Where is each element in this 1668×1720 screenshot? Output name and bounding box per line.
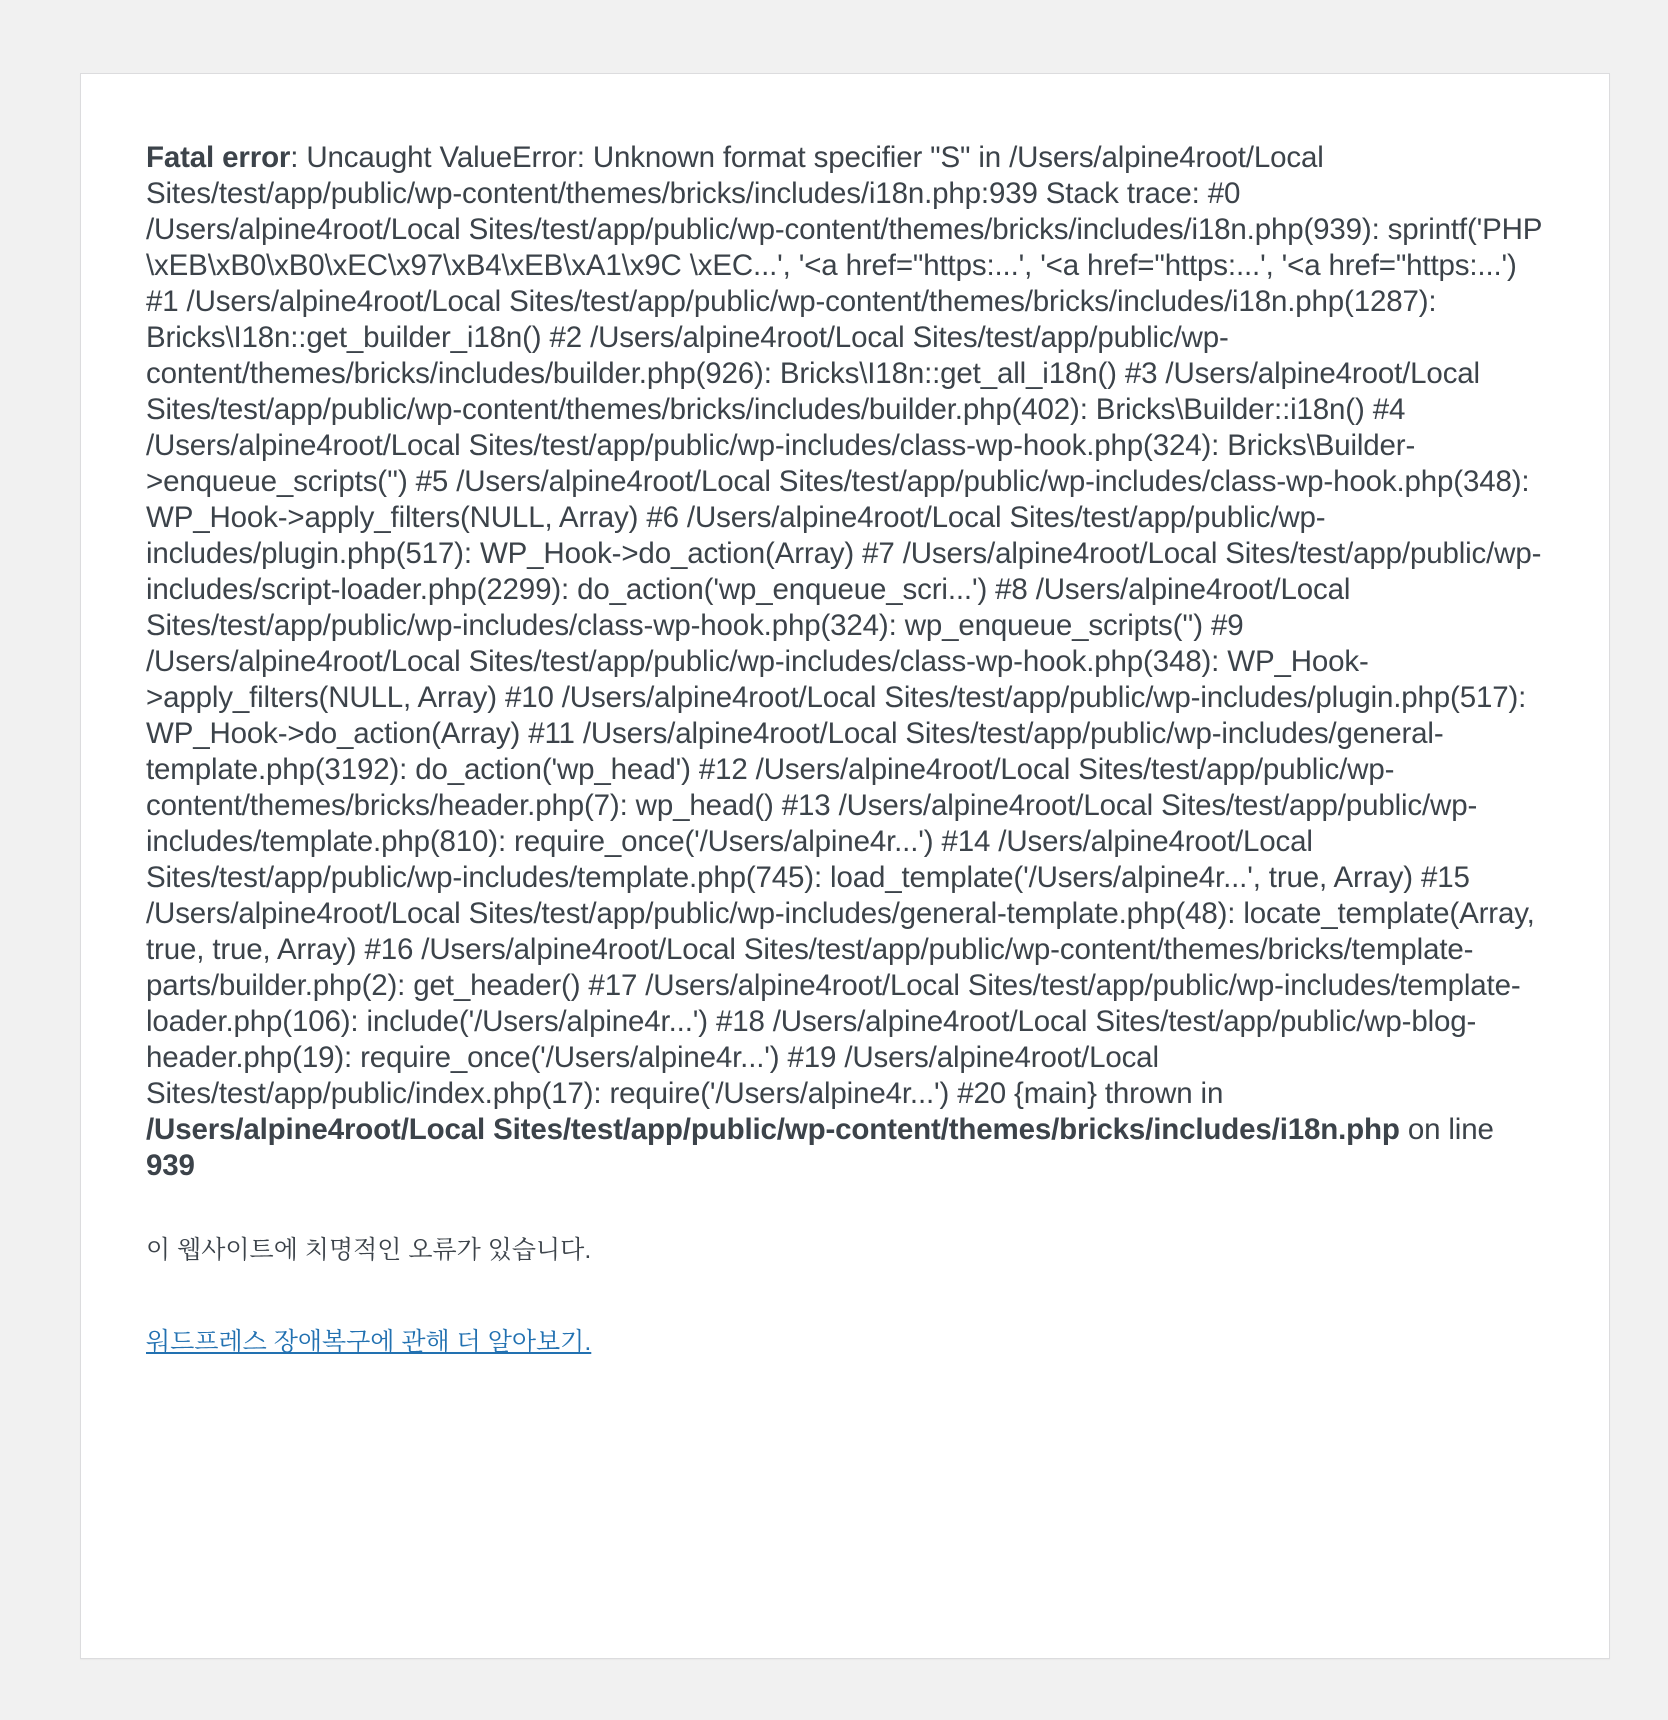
wp-die-message (80, 73, 1610, 1659)
debugging-help-link[interactable]: 워드프레스 장애복구에 관해 더 알아보기. (146, 1328, 592, 1356)
stack-trace-text: Uncaught ValueError: Unknown format specifier "S" in /Users/alpine4root/Local Sites/test/app/public/wp-content/themes/bricks/includes/i18n.php:939 Stack trace: #0 /Users/alpine4root/Local Sites/test/app/public/wp-content/themes/bricks/includes/i18n.php(939): sprintf('PHP \xEB\xB0\xB0\xEC\x97\xB4\xEB\xA1\x9C \xEC...', '<a href="https:...', '<a href="https:...', '<a href="https:...') #1 /Users/alpine4root/Local Sites/test/app/public/wp-content/themes/bricks/includes/i18n.php(1287): Bricks\I18n::get_builder_i18n() #2 /Users/alpine4root/Local Sites/test/app/public/wp-content/themes/bricks/includes/builder.php(926): Bricks\I18n::get_all_i18n() #3 /Users/alpine4root/Local Sites/test/app/public/wp-content/themes/bricks/includes/builder.php(402): Bricks\Builder::i18n() #4 /Users/alpine4root/Local Sites/test/app/public/wp-includes/class-wp-hook.php(324): Bricks\Builder->enqueue_scripts('') #5 /Users/alpine4root/Local Sites/test/app/public/wp-includes/class-wp-hook.php(348): WP_Hook->apply_filters(NULL, Array) #6 /Users/alpine4root/Local Sites/test/app/public/wp-includes/plugin.php(517): WP_Hook->do_action(Array) #7 /Users/alpine4root/Local Sites/test/app/public/wp-includes/script-loader.php(2299): do_action('wp_enqueue_scri...') #8 /Users/alpine4root/Local Sites/test/app/public/wp-includes/class-wp-hook.php(324): wp_enqueue_scripts('') #9 /Users/alpine4root/Local Sites/test/app/public/wp-includes/class-wp-hook.php(348): WP_Hook->apply_filters(NULL, Array) #10 /Users/alpine4root/Local Sites/test/app/public/wp-includes/plugin.php(517): WP_Hook->do_action(Array) #11 /Users/alpine4root/Local Sites/test/app/public/wp-includes/general-template.php(3192): do_action('wp_head') #12 /Users/alpine4root/Local Sites/test/app/public/wp-content/themes/bricks/header.php(7): wp_head() #13 /Users/alpine4root/Local Sites/test/app/public/wp-includes/template.php(810): require_once('/Users/alpine4r...') #14 /Users/alpine4root/Local Sites/test/app/public/wp-includes/template.php(745): load_template('/Users/alpine4r...', true, Array) #15 /Users/alpine4root/Local Sites/test/app/public/wp-includes/general-template.php(48): locate_template(Array, true, true, Array) #16 /Users/alpine4root/Local Sites/test/app/public/wp-content/themes/bricks/template-parts/builder.php(2): get_header() #17 /Users/alpine4root/Local Sites/test/app/public/wp-includes/template-loader.php(106): include('/Users/alpine4r...') #18 /Users/alpine4root/Local Sites/test/app/public/wp-blog-header.php(19): require_once('/Users/alpine4r...') #19 /Users/alpine4root/Local Sites/test/app/public/index.php(17): require('/Users/alpine4r...') #20 {main} thrown in (146, 141, 1542, 1110)
error-file-path: /Users/alpine4root/Local Sites/test/app/public/wp-content/themes/bricks/includes/i18n.php (146, 1113, 1400, 1146)
help-paragraph (146, 1324, 1545, 1360)
fatal-error-label: Fatal error (146, 141, 291, 174)
critical-error-notice: 이 웹사이트에 치명적인 오류가 있습니다. (146, 1236, 592, 1264)
fatal-error-separator: : (290, 141, 307, 174)
fatal-error-message (146, 140, 1545, 1184)
error-line-number: 939 (146, 1149, 195, 1182)
on-line-text: on line (1399, 1113, 1494, 1146)
